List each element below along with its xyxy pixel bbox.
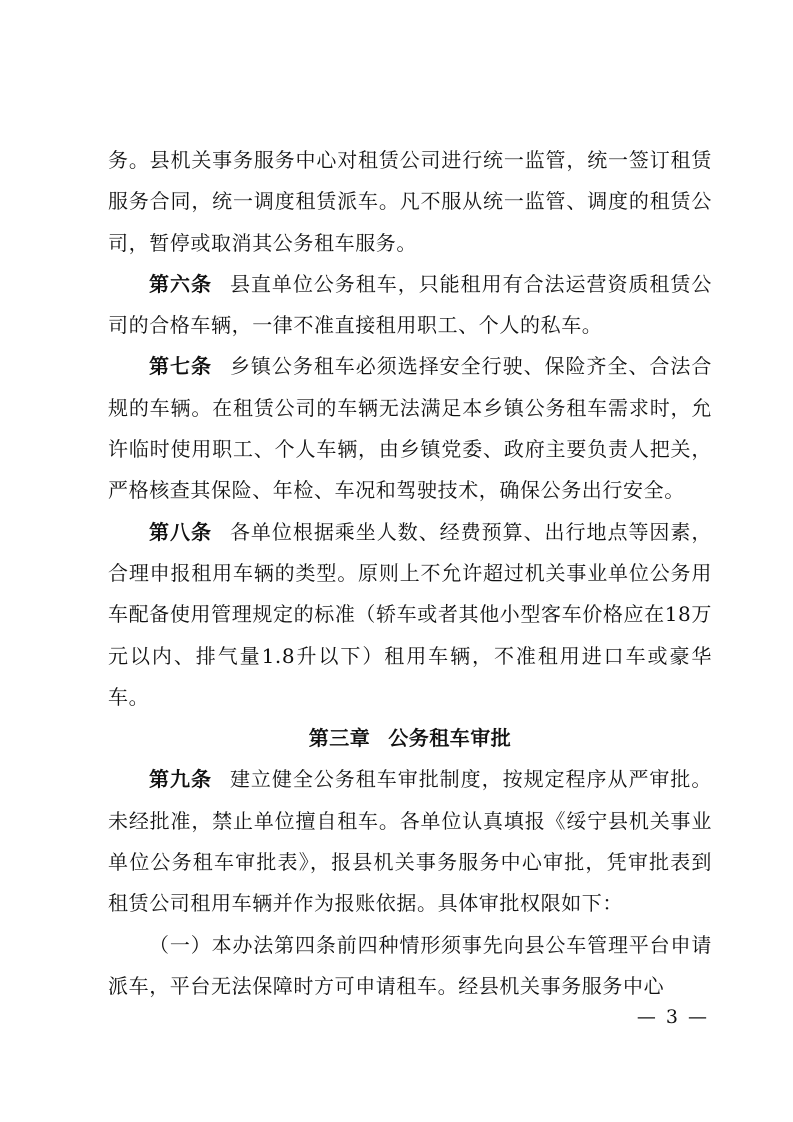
paragraph-continuation — [108, 140, 712, 264]
article-6 — [108, 264, 712, 347]
paragraph-text: 务。县机关事务服务中心对租赁公司进行统一监管，统一签订租赁服务合同，统一调度租赁派车。凡不服从统一监管、调度的租赁公司，暂停或取消其公务租车服务。 — [108, 148, 712, 255]
paragraph-text: 县直单位公务租车，只能租用有合法运营资质租赁公司的合格车辆，一律不准直接租用职工、个人的私车。 — [108, 271, 712, 338]
paragraph-text: 建立健全公务租车审批制度，按规定程序从严审批。未经批准，禁止单位擅自租车。各单位认真填报《绥宁县机关事业单位公务租车审批表》，报县机关事务服务中心审批，凭审批表到租赁公司租用车辆并作为报账依据。具体审批权限如下： — [108, 767, 712, 916]
article-label: 第七条 — [149, 354, 212, 379]
article-8 — [108, 512, 712, 718]
paragraph-text: （一）本办法第四条前四种情形须事先向县公车管理平台申请派车，平台无法保障时方可申请租车。经县机关事务服务中心 — [108, 932, 712, 998]
chapter-title: 公务租车审批 — [388, 726, 512, 751]
article-7 — [108, 346, 712, 511]
clause-1 — [108, 925, 712, 1008]
paragraph-text: 各单位根据乘坐人数、经费预算、出行地点等因素，合理申报租用车辆的类型。原则上不允许超过机关事业单位公务用车配备使用管理规定的标准（轿车或者其他小型客车价格应在18万元以内、排气量1.8升以下）租用车辆，不准租用进口车或豪华车。 — [108, 519, 712, 709]
article-9 — [108, 759, 712, 924]
chapter-heading — [108, 718, 712, 759]
paragraph-text: 乡镇公务租车必须选择安全行驶、保险齐全、合法合规的车辆。在租赁公司的车辆无法满足本乡镇公务租车需求时，允许临时使用职工、个人车辆，由乡镇党委、政府主要负责人把关，严格核查其保险、年检、车况和驾驶技术，确保公务出行安全。 — [108, 354, 712, 503]
article-label: 第九条 — [149, 767, 212, 792]
page-number: — 3 — — [636, 1006, 709, 1028]
chapter-number: 第三章 — [308, 726, 371, 751]
article-label: 第六条 — [149, 271, 212, 296]
article-label: 第八条 — [149, 519, 212, 544]
document-body — [108, 140, 712, 1007]
